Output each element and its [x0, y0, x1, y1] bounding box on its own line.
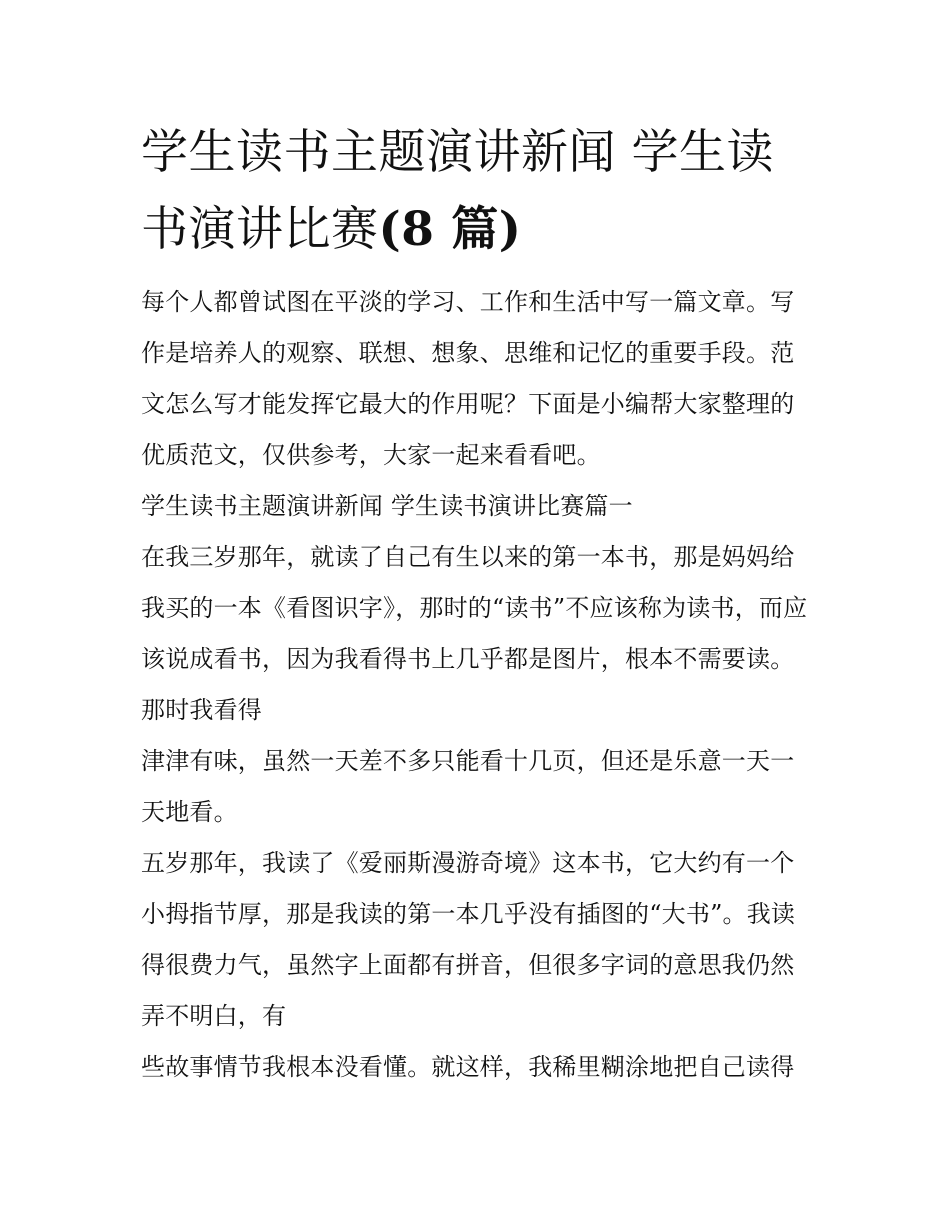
title-main: 学生读书主题演讲新闻 学生读书演讲比赛: [141, 125, 774, 257]
body-paragraph: 津津有味，虽然一天差不多只能看十几页，但还是乐意一天一天地看。: [141, 747, 795, 826]
body-paragraph: 些故事情节我根本没看懂。就这样，我稀里糊涂地把自己读得: [141, 1053, 795, 1081]
body-paragraph: 五岁那年，我读了《爱丽斯漫游奇境》这本书，它大约有一个小拇指节厚，那是我读的第一本几乎没有插图的“大书”。我读得很费力气，虽然字上面都有拼音，但很多字词的意思我仍然弄不明白，有: [141, 849, 796, 1030]
document-body: [141, 114, 813, 1093]
section-heading: 学生读书主题演讲新闻 学生读书演讲比赛篇一: [141, 492, 633, 520]
body-paragraph: 在我三岁那年，就读了自己有生以来的第一本书，那是妈妈给我买的一本《看图识字》，那时的“读书”不应该称为读书，而应该说成看书，因为我看得书上几乎都是图片，根本不需要读。那时我看得: [141, 543, 808, 724]
title-suffix: (8 篇): [378, 202, 522, 257]
document-title: [141, 114, 813, 268]
intro-paragraph: 每个人都曾试图在平淡的学习、工作和生活中写一篇文章。写作是培养人的观察、联想、想象、思维和记忆的重要手段。范文怎么写才能发挥它最大的作用呢？下面是小编帮大家整理的优质范文，仅供参考，大家一起来看看吧。: [141, 288, 795, 469]
